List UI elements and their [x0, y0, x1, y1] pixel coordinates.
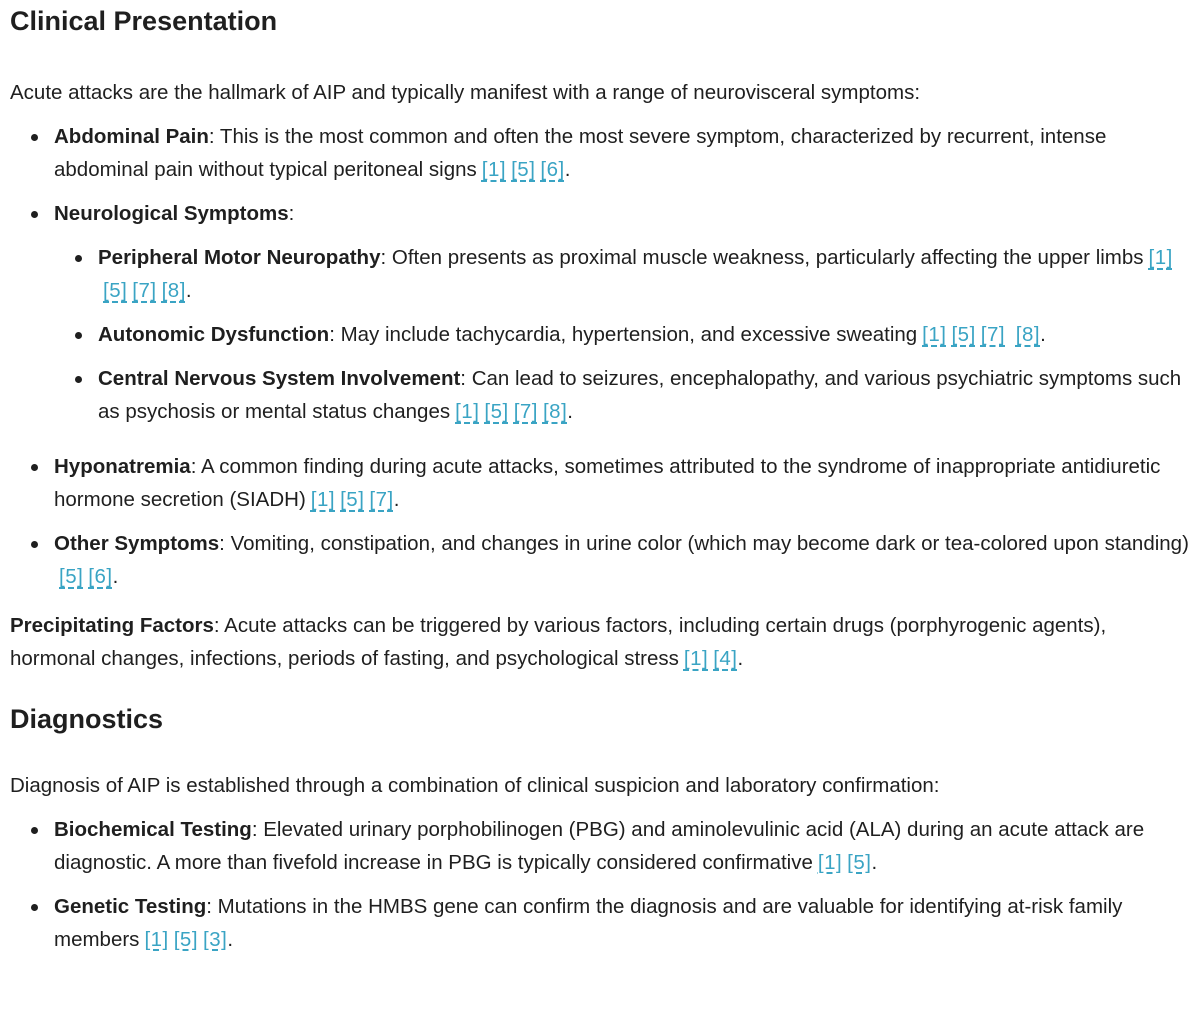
- list-item: [10, 890, 1192, 956]
- section-heading-diagnostics: Diagnostics: [10, 704, 164, 735]
- sub-list-item: [54, 241, 1192, 307]
- sub-list: [54, 241, 1192, 428]
- citation-link[interactable]: [5]: [511, 158, 536, 182]
- citation-link[interactable]: [8]: [1015, 323, 1041, 347]
- clinical-intro: Acute attacks are the hallmark of AIP and typically manifest with a range of neurovisceral symptoms:: [10, 81, 921, 105]
- citation-link[interactable]: [5]: [951, 323, 976, 347]
- citation-link[interactable]: [1]: [481, 158, 507, 182]
- citation-link[interactable]: [7]: [369, 488, 394, 512]
- citation-link[interactable]: [1]: [455, 400, 480, 424]
- item-text: : Often presents as proximal muscle weakness, particularly affecting the upper limbs: [380, 246, 1144, 270]
- citation-link[interactable]: [7]: [132, 279, 157, 303]
- citation-link[interactable]: [5]: [59, 565, 84, 589]
- list-item: [10, 197, 1192, 439]
- citation-link[interactable]: [7]: [980, 323, 1006, 347]
- citation-link[interactable]: [8]: [542, 400, 568, 424]
- period: .: [871, 850, 878, 874]
- item-term: Hyponatremia: [54, 455, 191, 479]
- item-text: : This is the most common and often the most severe symptom, characterized by recurrent, intense abdominal pain without typical peritoneal signs: [54, 125, 1107, 182]
- clinical-list: [10, 120, 1192, 593]
- item-term: Central Nervous System Involvement: [98, 367, 461, 391]
- citation-link[interactable]: [7]: [513, 400, 538, 424]
- citation-link[interactable]: [1]: [922, 323, 947, 347]
- period: .: [737, 647, 744, 671]
- citation-link[interactable]: [1]: [683, 647, 709, 671]
- citation-link[interactable]: [5]: [173, 927, 199, 951]
- citation-link[interactable]: [6]: [88, 565, 113, 589]
- item-text: :: [288, 202, 295, 226]
- item-text: : May include tachycardia, hypertension, and excessive sweating: [329, 323, 918, 347]
- item-text: : Mutations in the HMBS gene can confirm the diagnosis and are valuable for identifying at-risk family members: [54, 894, 1123, 951]
- item-term: Other Symptoms: [54, 532, 220, 556]
- citation-link[interactable]: [5]: [103, 279, 128, 303]
- period: .: [567, 400, 573, 424]
- precipitating-factors: [10, 609, 1192, 675]
- period: .: [564, 158, 571, 182]
- citation-link[interactable]: [5]: [340, 488, 365, 512]
- item-term: Genetic Testing: [54, 894, 207, 918]
- citation-link[interactable]: [4]: [713, 647, 738, 671]
- citation-link[interactable]: [1]: [1148, 246, 1173, 270]
- item-text: : Acute attacks can be triggered by various factors, including certain drugs (porphyrogenic agents), hormonal changes, infections, periods of fasting, and psychological stress: [10, 614, 1107, 671]
- citation-link[interactable]: [3]: [203, 927, 228, 951]
- citation-link[interactable]: [6]: [540, 158, 565, 182]
- item-term: Biochemical Testing: [54, 817, 252, 841]
- item-term: Peripheral Motor Neuropathy: [98, 246, 381, 270]
- item-term: Autonomic Dysfunction: [98, 323, 330, 347]
- list-item: [10, 527, 1192, 593]
- item-term: Neurological Symptoms: [54, 202, 289, 226]
- item-text: : A common finding during acute attacks, sometimes attributed to the syndrome of inappropriate antidiuretic hormone secretion (SIADH): [54, 455, 1161, 512]
- section-heading-clinical: Clinical Presentation: [10, 6, 278, 36]
- period: .: [227, 927, 234, 951]
- diagnostics-intro: Diagnosis of AIP is established through a combination of clinical suspicion and laboratory confirmation:: [10, 773, 940, 797]
- citation-link[interactable]: [5]: [484, 400, 509, 424]
- list-item: [10, 813, 1192, 879]
- period: .: [1040, 323, 1046, 347]
- period: .: [185, 279, 192, 303]
- citation-link[interactable]: [8]: [161, 279, 186, 303]
- sub-list-item: [54, 318, 1192, 351]
- item-text: : Elevated urinary porphobilinogen (PBG) and aminolevulinic acid (ALA) during an acute attack are diagnostic. A more than fivefold increase in PBG is typically considered confirmative: [54, 817, 1145, 874]
- period: .: [112, 565, 119, 589]
- citation-link[interactable]: [1]: [144, 927, 169, 951]
- citation-link[interactable]: [5]: [847, 850, 872, 874]
- list-item: [10, 450, 1192, 516]
- sub-list-item: [54, 362, 1192, 428]
- list-item: [10, 120, 1192, 186]
- citation-link[interactable]: [1]: [817, 850, 843, 874]
- item-text: : Can lead to seizures, encephalopathy, and various psychiatric symptoms such as psychosis or mental status changes: [98, 367, 1182, 424]
- citation-link[interactable]: [1]: [310, 488, 336, 512]
- item-term: Abdominal Pain: [54, 125, 209, 149]
- period: .: [393, 488, 400, 512]
- item-term: Precipitating Factors: [10, 614, 214, 638]
- diagnostics-list: [10, 813, 1192, 956]
- item-text: : Vomiting, constipation, and changes in urine color (which may become dark or tea-colored upon standing): [219, 532, 1189, 556]
